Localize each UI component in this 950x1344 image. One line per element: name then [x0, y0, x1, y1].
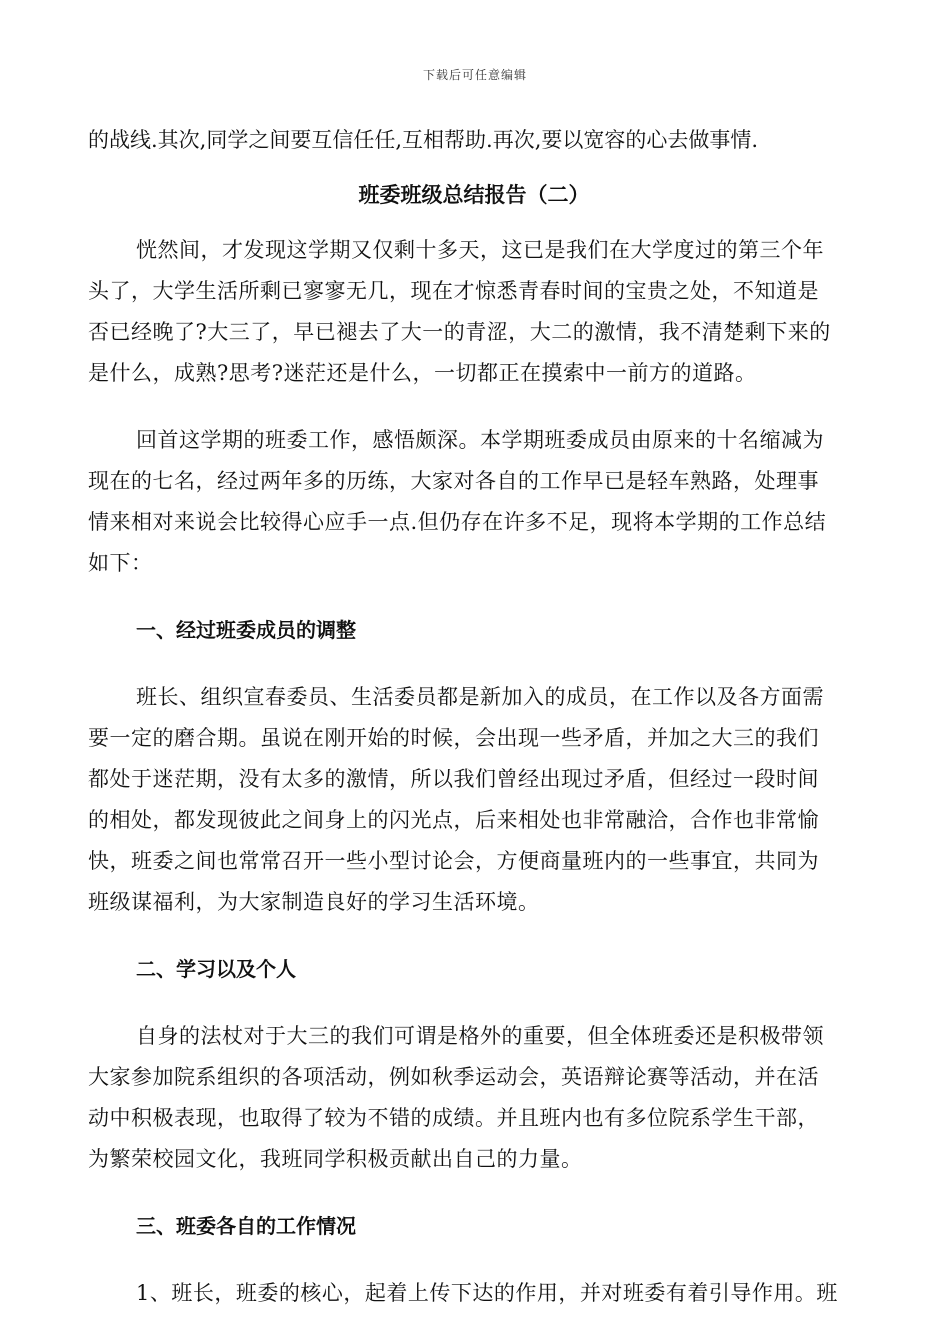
- paragraph-4: [88, 1016, 860, 1180]
- paragraph-2: [88, 420, 860, 584]
- paragraph-line: 班长、组织宣春委员、生活委员都是新加入的成员，在工作以及各方面需: [136, 685, 824, 709]
- section-heading-2: 二、学习以及个人: [136, 957, 296, 981]
- paragraph-3: [88, 677, 860, 923]
- paragraph-line: 情来相对来说会比较得心应手一点.但仍存在许多不足，现将本学期的工作总结: [88, 510, 827, 534]
- paragraph-line: 如下：: [88, 551, 153, 575]
- paragraph-line: 大家参加院系组织的各项活动，例如秋季运动会，英语辩论赛等活动，并在活: [88, 1065, 819, 1089]
- paragraph-line: 回首这学期的班委工作，感悟颇深。本学期班委成员由原来的十名缩减为: [136, 428, 824, 452]
- paragraph-1: [88, 230, 860, 394]
- paragraph-line: 班级谋福利，为大家制造良好的学习生活环境。: [88, 890, 540, 914]
- paragraph-line: 动中积极表现，也取得了较为不错的成绩。并且班内也有多位院系学生干部，: [88, 1106, 819, 1130]
- paragraph-line: 头了，大学生活所剩已寥寥无几，现在才惊悉青春时间的宝贵之处，不知道是: [88, 279, 819, 303]
- document-title: 班委班级总结报告（二）: [358, 183, 590, 207]
- paragraph-line: 要一定的磨合期。虽说在刚开始的时候，会出现一些矛盾，并加之大三的我们: [88, 726, 819, 750]
- header-note: 下载后可任意编辑: [422, 68, 527, 82]
- opening-line: 的战线.其次,同学之间要互信任任,互相帮助.再次,要以宽容的心去做事情.: [88, 128, 759, 152]
- paragraph-line: 恍然间，才发现这学期又仅剩十多天，这已是我们在大学度过的第三个年: [136, 238, 824, 262]
- paragraph-line: 的相处，都发现彼此之间身上的闪光点，后来相处也非常融洽，合作也非常愉: [88, 808, 819, 832]
- paragraph-line: 现在的七名，经过两年多的历练，大家对各自的工作早已是轻车熟路，处理事: [88, 469, 819, 493]
- paragraph-line: 1、班长，班委的核心，起着上传下达的作用，并对班委有着引导作用。班: [136, 1281, 838, 1305]
- paragraph-line: 否已经晚了?大三了，早已褪去了大一的青涩，大二的激情，我不清楚剩下来的: [88, 320, 831, 344]
- paragraph-line: 为繁荣校园文化，我班同学积极贡献出自己的力量。: [88, 1147, 583, 1171]
- paragraph-line: 是什么，成熟?思考?迷茫还是什么，一切都正在摸索中一前方的道路。: [88, 361, 757, 385]
- paragraph-line: 快，班委之间也常常召开一些小型讨论会，方便商量班内的一些事宜，共同为: [88, 849, 819, 873]
- paragraph-line: 都处于迷茫期，没有太多的激情，所以我们曾经出现过矛盾，但经过一段时间: [88, 767, 819, 791]
- paragraph-5: [88, 1273, 860, 1314]
- paragraph-line: 自身的法杖对于大三的我们可谓是格外的重要，但全体班委还是积极带领: [136, 1024, 824, 1048]
- section-heading-3: 三、班委各自的工作情况: [136, 1214, 356, 1238]
- section-heading-1: 一、经过班委成员的调整: [136, 618, 356, 642]
- document-body: [88, 120, 860, 1340]
